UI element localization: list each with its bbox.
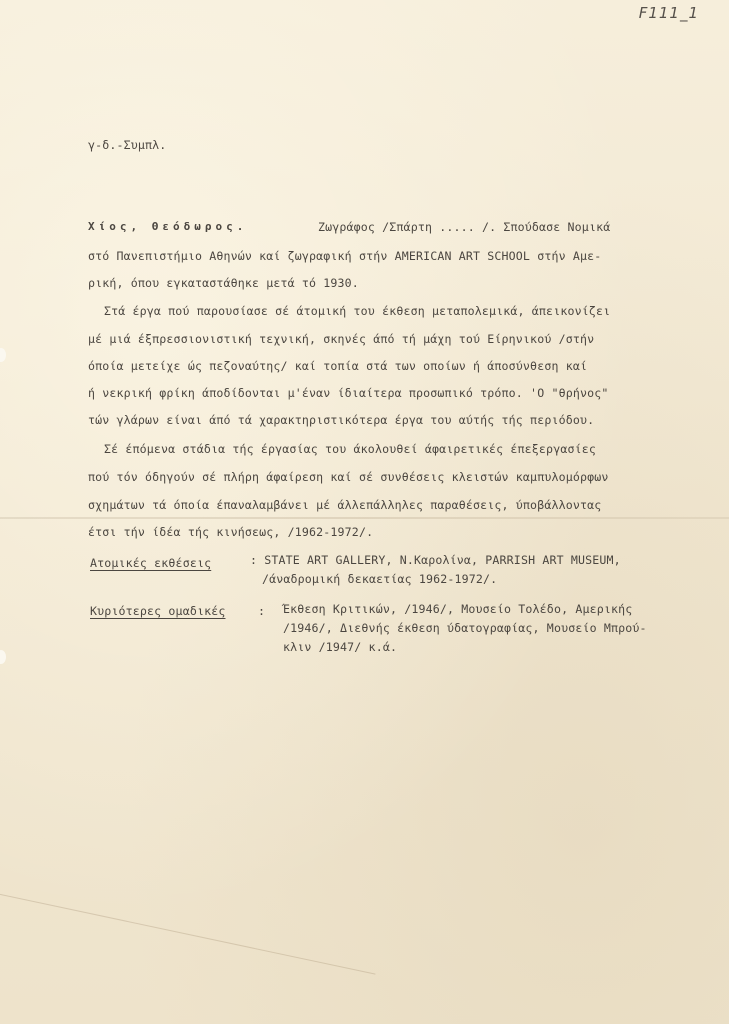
reference-mark: F111_1: [638, 4, 699, 22]
body-line: σχημάτων τά όποία έπαναλαμβάνει μέ άλλεπάλληλες παραθέσεις, ύποβάλλοντας: [88, 498, 602, 512]
body-line: Στά έργα πού παρουσίασε σέ άτομική του έκθεση μεταπολεμικά, άπεικονίζει: [104, 304, 611, 318]
body-line: έτσι τήν ίδέα τής κινήσεως, /1962-1972/.: [88, 525, 374, 539]
body-line: πού τόν όδηγούν σέ πλήρη άφαίρεση καί σέ συνθέσεις κλειστών καμπυλομόρφων: [88, 470, 609, 484]
body-line: ρική, όπου εγκαταστάθηκε μετά τό 1930.: [88, 276, 359, 290]
solo-exhibitions-line: /άναδρομική δεκαετίας 1962-1972/.: [262, 572, 498, 586]
body-line: στό Πανεπιστήμιο Αθηνών καί ζωγραφική στήν AMERICAN ART SCHOOL στήν Αμε-: [88, 249, 602, 263]
artist-intro: Ζωγράφος /Σπάρτη ..... /. Σπούδασε Νομικά: [318, 220, 611, 234]
body-line: Σέ έπόμενα στάδια τής έργασίας του άκολουθεί άφαιρετικές έπεξεργασίες: [104, 442, 596, 456]
paper-crease: [0, 886, 376, 974]
group-exhibitions-line: /1946/, Διεθνής έκθεση ύδατογραφίας, Μουσείο Μπρού-: [283, 621, 647, 635]
fold-line: [0, 517, 729, 519]
punch-hole: [0, 650, 6, 664]
group-exhibitions-line: Έκθεση Κριτικών, /1946/, Μουσείο Τολέδο, Αμερικής: [283, 602, 633, 616]
body-line: ή νεκρική φρίκη άποδίδονται μ'έναν ίδιαίτερα προσωπικό τρόπο. 'Ο "θρήνος": [88, 386, 609, 400]
artist-name: Χίος, Θεόδωρος.: [88, 220, 248, 233]
body-line: τών γλάρων είναι άπό τά χαρακτηριστικότερα έργα του αύτής τής περιόδου.: [88, 413, 595, 427]
group-exhibitions-label: Κυριότερες ομαδικές: [90, 604, 226, 618]
group-exhibitions-colon: :: [258, 604, 266, 618]
group-exhibitions-line: κλιν /1947/ κ.ά.: [283, 640, 398, 654]
body-line: όποία μετείχε ώς πεζοναύτης/ καί τοπία στά των οποίων ή άποσύνθεση καί: [88, 359, 588, 373]
solo-exhibitions-label: Ατομικές εκθέσεις: [90, 556, 212, 570]
solo-exhibitions-line: : STATE ART GALLERY, Ν.Καρολίνα, PARRISH ART MUSEUM,: [250, 553, 621, 567]
punch-hole: [0, 348, 6, 362]
body-line: μέ μιά έξπρεσσιονιστική τεχνική, σκηνές άπό τή μάχη τού Είρηνικού /στήν: [88, 332, 595, 346]
file-code: γ-δ.-Συμπλ.: [88, 138, 167, 152]
